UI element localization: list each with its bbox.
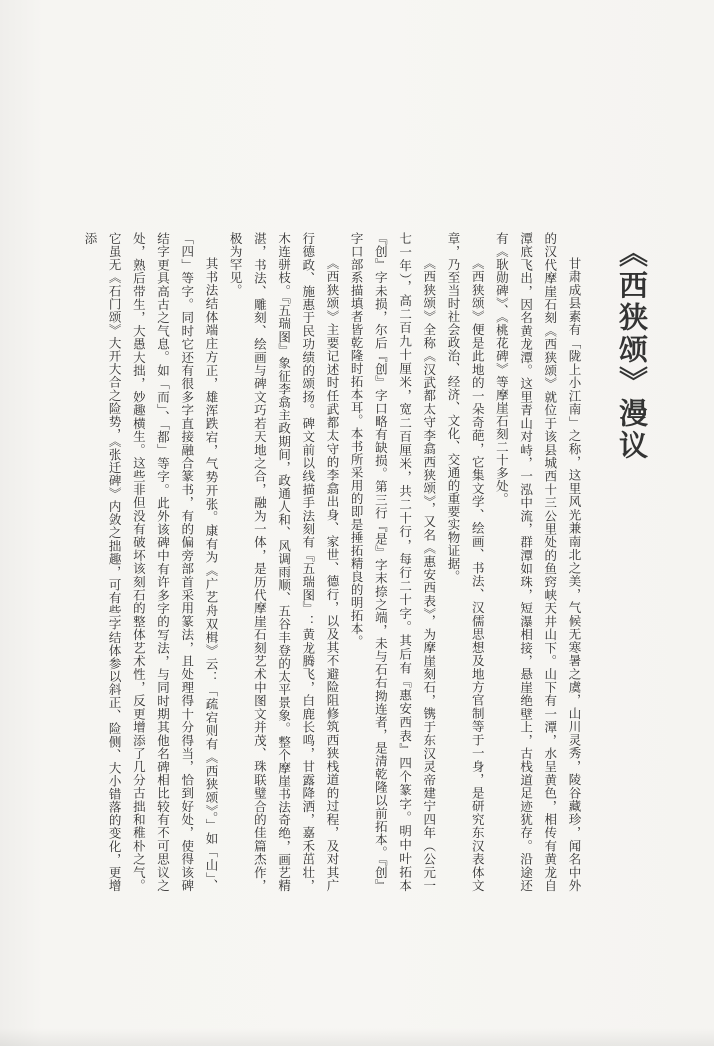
page-edge-shadow: [0, 1028, 714, 1046]
paragraph-1: 甘肃成县素有「陇上小江南」之称，这里风光兼南北之美，气候无寒暑之虞，山川灵秀，陵谷藏珍，闻名中外的汉代摩崖石刻《西狭颂》就位于该县城西十三公里处的鱼窍峡天井山下。山下有一潭，水呈黄色，相传有黄龙自潭底飞出，因名黄龙潭。这里青山对峙，一泓中流，群潭如珠，短瀑相接，悬崖绝壁上，古栈道足迹犹存。沿途还有《耿勋碑》、《桃花碑》等摩崖石刻二十多处。: [494, 232, 582, 892]
paragraph-4: 《西狭颂》主要记述时任武都太守的李翕出身、家世、德行，以及其不避险阻修筑西狭栈道的过程，及对其广行德政、施惠于民功绩的颂扬。碑文前以线描手法刻有『五瑞图』：黄龙腾飞，白鹿长鸣，甘露降洒，嘉禾茁壮，木连骈枝。『五瑞图』象征李翕主政期间，政通人和、风调雨顺、五谷丰登的太平景象。整个摩崖书法奇绝，画艺精湛，书法、雕刻、绘画与碑文巧若天地之合，融为一体，是历代摩崖石刻艺术中图文并茂、珠联璧合的佳篇杰作，极为罕见。: [228, 232, 340, 892]
paragraph-5: 其书法结体端庄方正，雄浑跌宕，气势开张。康有为《广艺舟双楫》云：「疏宕则有《西狭颂》。」如「山」、「四」等字。同时它还有很多字直接融合篆书，有的偏旁部首采用篆法，且处理得十分得当，恰到好处，使得该碑结字更具高古之气息。如「而」、「都」等字。此外该碑中有许多字的写法，与同时期其他名碑相比较有不可思议之处，熟后带生，大愚大拙，妙趣横生。这些非但没有破坏该刻石的整体艺术性，反更增添了几分古拙和稚朴之气。它虽无《石门颂》大开大合之险势，《张迁碑》内敛之拙趣，可有些字结体参以斜正、险侧、大小错落的变化，更增添: [82, 232, 219, 892]
page-title: 《西狭颂》漫议: [615, 238, 649, 462]
paragraph-2: 《西狭颂》便是此地的一朵奇葩，它集文学、绘画、书法、汉儒思想及地方官制等于一身，是研究东汉表体文章，乃至当时社会政治、经济、文化、交通的重要实物证据。: [445, 232, 486, 892]
paragraph-3: 《西狭颂》全称《汉武都太守李翕西狭颂》，又名《惠安西表》，为摩崖刻石，镌于东汉灵帝建宁四年（公元一七一年），高二百九十厘米，宽二百厘米，共二十行，每行二十字。其后有『惠安西表』四个篆字。明中叶拓本『创』字未损，尔后『创』字口略有缺损。第三行『是』字末捺之端，未与石右拗连者，是清乾隆以前拓本。『创』字口部系描填者皆乾隆时拓本耳。本书所采用的即是捶拓精良的明拓本。: [349, 232, 437, 892]
article-body: [78, 232, 586, 892]
